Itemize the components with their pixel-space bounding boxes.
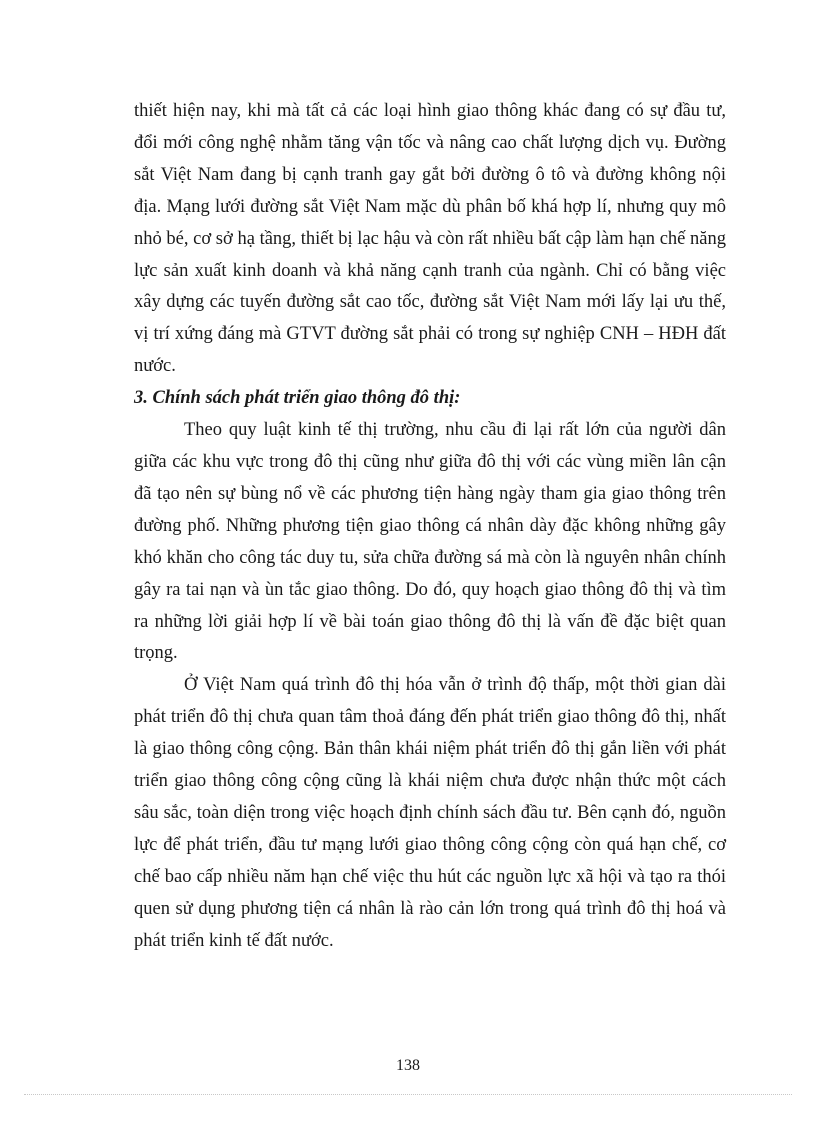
intro-paragraph: thiết hiện nay, khi mà tất cả các loại hình giao thông khác đang có sự đầu tư, đổi mới công nghệ nhằm tăng vận tốc và nâng cao chất lượng dịch vụ. Đường sắt Việt Nam đang bị cạnh tranh gay gắt bởi đường ô tô và đường không nội địa. Mạng lưới đường sắt Việt Nam mặc dù phân bố khá hợp lí, nhưng quy mô nhỏ bé, cơ sở hạ tầng, thiết bị lạc hậu và còn rất nhiều bất cập làm hạn chế năng lực sản xuất kinh doanh và khả năng cạnh tranh của ngành. Chỉ có bằng việc xây dựng các tuyến đường sắt cao tốc, đường sắt Việt Nam mới lấy lại ưu thế, vị trí xứng đáng mà GTVT đường sắt phải có trong sự nghiệp CNH – HĐH đất nước.: [134, 101, 726, 377]
page-bottom-divider: [24, 1094, 792, 1095]
body-paragraph-2: Ở Việt Nam quá trình đô thị hóa vẫn ở trình độ thấp, một thời gian dài phát triển đô thị chưa quan tâm thoả đáng đến phát triển giao thông đô thị, nhất là giao thông công cộng. Bản thân khái niệm phát triển đô thị gắn liền với phát triển giao thông công cộng cũng là khái niệm chưa được nhận thức một cách sâu sắc, toàn diện trong việc hoạch định chính sách đầu tư. Bên cạnh đó, nguồn lực để phát triển, đầu tư mạng lưới giao thông công cộng còn quá hạn chế, cơ chế bao cấp nhiều năm hạn chế việc thu hút các nguồn lực xã hội và tạo ra thói quen sử dụng phương tiện cá nhân là rào cản lớn trong quá trình đô thị hoá và phát triển kinh tế đất nước.: [134, 675, 726, 951]
body-paragraph-1: Theo quy luật kinh tế thị trường, nhu cầu đi lại rất lớn của người dân giữa các khu vực trong đô thị cũng như giữa đô thị với các vùng miền lân cận đã tạo nên sự bùng nổ về các phương tiện hàng ngày tham gia giao thông trên đường phố. Những phương tiện giao thông cá nhân dày đặc không những gây khó khăn cho công tác duy tu, sửa chữa đường sá mà còn là nguyên nhân chính gây ra tai nạn và ùn tắc giao thông. Do đó, quy hoạch giao thông đô thị và tìm ra những lời giải hợp lí về bài toán giao thông đô thị là vấn đề đặc biệt quan trọng.: [134, 420, 726, 664]
section-heading: 3. Chính sách phát triển giao thông đô thị:: [134, 388, 461, 409]
page-number: 138: [396, 1057, 420, 1074]
page-body: [134, 96, 726, 957]
